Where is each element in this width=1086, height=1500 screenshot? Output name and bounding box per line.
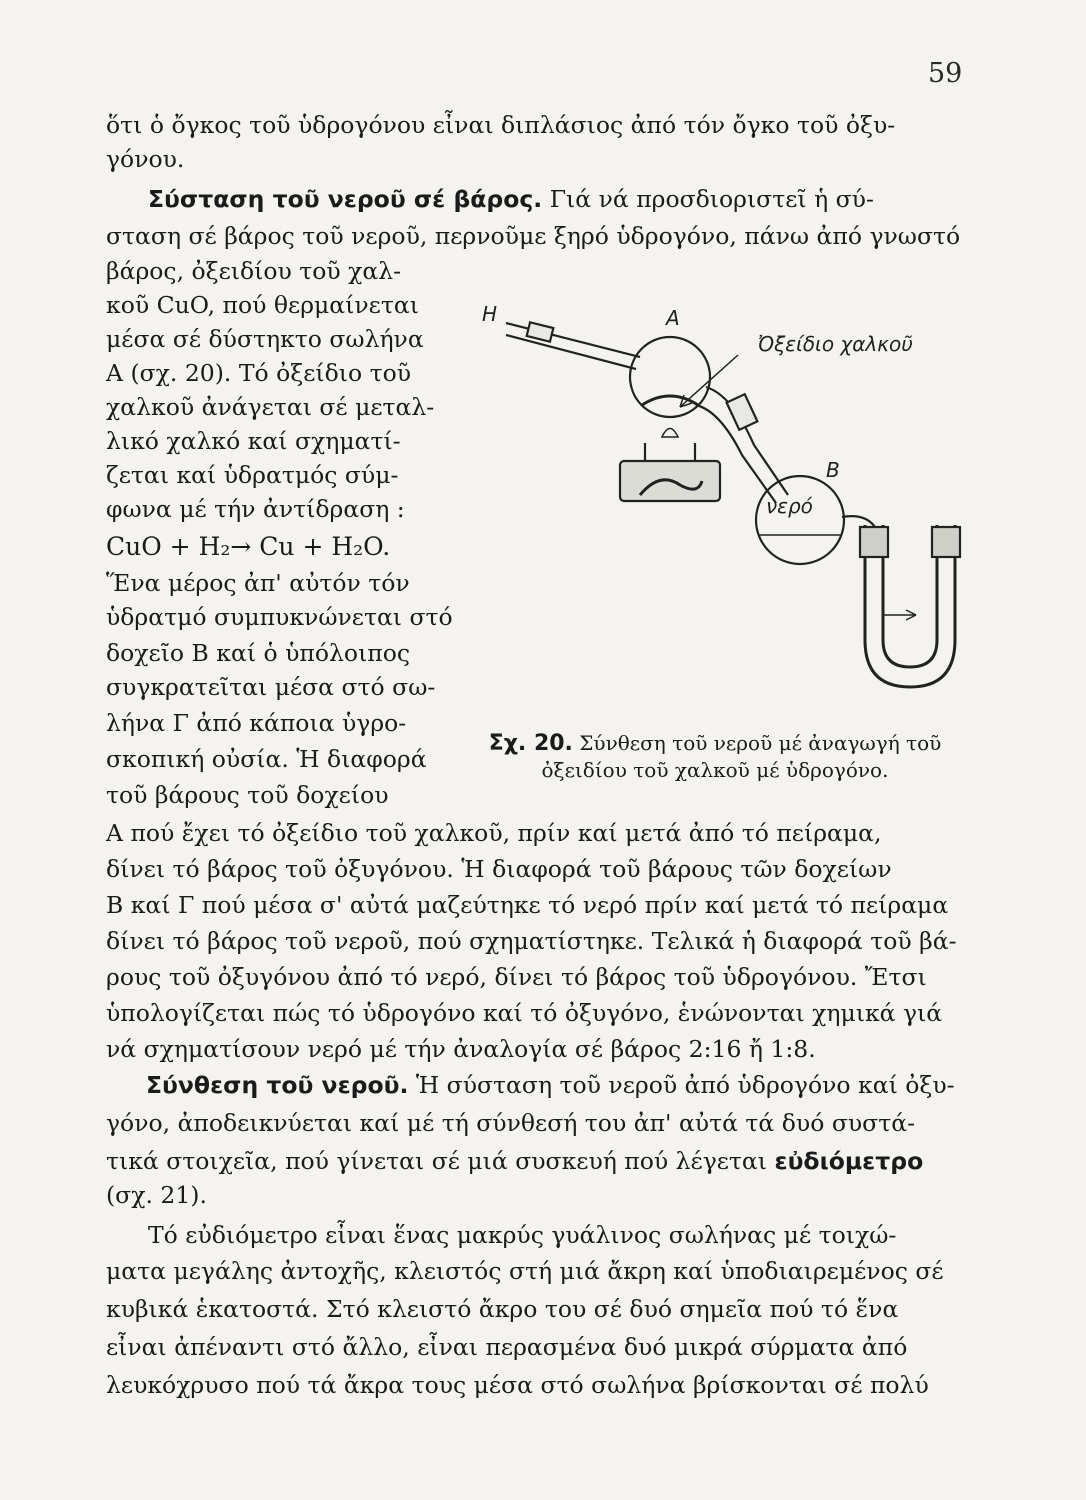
text-line: Α πού ἔχει τό ὀξείδιο τοῦ χαλκοῦ, πρίν καί μετά ἀπό τό πείραμα, [106, 819, 882, 847]
text-line: ματα μεγάλης ἀντοχῆς, κλειστός στή μιά ἄκρη καί ὑποδιαιρεμένος σέ [106, 1257, 944, 1285]
text-line: σκοπική οὐσία. Ἡ διαφορά [106, 745, 427, 773]
text-line: γόνου. [106, 145, 185, 173]
text-line [106, 1144, 923, 1178]
text-line: σταση σέ βάρος τοῦ νεροῦ, περνοῦμε ξηρό ὑδρογόνο, πάνω ἀπό γνωστό [106, 222, 961, 250]
figure-caption [470, 730, 960, 784]
caption-text-1: Σύνθεση τοῦ νεροῦ μέ ἀναγωγή τοῦ [579, 731, 942, 755]
text-line: Α (σχ. 20). Τό ὀξείδιο τοῦ [106, 359, 412, 387]
page-number: 59 [928, 58, 963, 89]
section-title-composition: Σύσταση τοῦ νεροῦ σέ βάρος. [148, 185, 543, 213]
section-title-synthesis: Σύνθεση τοῦ νεροῦ. [146, 1071, 409, 1099]
text-fragment: Ἡ σύσταση τοῦ νεροῦ ἀπό ὑδρογόνο καί ὀξυ- [408, 1071, 955, 1099]
text-line: κοῦ CuO, πού θερμαίνεται [106, 291, 419, 319]
text-line: κυβικά ἑκατοστά. Στό κλειστό ἄκρο του σέ δυό σημεῖα πού τό ἕνα [106, 1295, 899, 1323]
label-water: νερό [766, 494, 813, 518]
text-line: δίνει τό βάρος τοῦ νεροῦ, πού σχηματίστηκε. Τελικά ἡ διαφορά τοῦ βά- [106, 927, 957, 955]
text-line: χαλκοῦ ἀνάγεται σέ μεταλ- [106, 393, 435, 421]
section-heading-line [148, 182, 874, 216]
label-hydrogen: H [482, 302, 498, 326]
text-line: (σχ. 21). [106, 1181, 207, 1209]
text-line: ζεται καί ὑδρατμός σύμ- [106, 461, 399, 489]
text-line: λήνα Γ ἀπό κάποια ὑγρο- [106, 709, 407, 737]
caption-number: Σχ. 20. [488, 731, 573, 756]
text-line: λευκόχρυσο πού τά ἄκρα τους μέσα στό σωλήνα βρίσκονται σέ πολύ [106, 1371, 929, 1399]
text-line: γόνο, ἀποδεικνύεται καί μέ τή σύνθεσή του ἀπ' αὐτά τά δυό συστά- [106, 1109, 916, 1137]
caption-text-2: ὀξειδίου τοῦ χαλκοῦ μέ ὑδρογόνο. [541, 758, 889, 782]
equation-line: CuO + H₂→ Cu + H₂O. [106, 532, 391, 561]
section-heading-line [146, 1068, 955, 1102]
text-line: δοχεῖο Β καί ὁ ὑπόλοιπος [106, 639, 411, 667]
text-line: ὅτι ὁ ὄγκος τοῦ ὑδρογόνου εἶναι διπλάσιος ἀπό τόν ὄγκο τοῦ ὀξυ- [106, 111, 896, 139]
text-line: τοῦ βάρους τοῦ δοχείου [106, 781, 389, 809]
text-line: μέσα σέ δύστηκτο σωλήνα [106, 325, 424, 353]
text-line: ὑδρατμό συμπυκνώνεται στό [106, 603, 453, 631]
text-line: φωνα μέ τήν ἀντίδραση : [106, 495, 405, 523]
text-line: βάρος, ὀξειδίου τοῦ χαλ- [106, 257, 402, 285]
text-fragment: τικά στοιχεῖα, πού γίνεται σέ μιά συσκευή πού λέγεται [106, 1147, 775, 1175]
label-copper-oxide: Ὀξείδιο χαλκοῦ [758, 332, 913, 356]
text-line: ρους τοῦ ὀξυγόνου ἀπό τό νερό, δίνει τό βάρος τοῦ ὑδρογόνου. Ἔτσι [106, 963, 927, 991]
text-line: Ἕνα μέρος ἀπ' αὐτόν τόν [106, 569, 410, 597]
text-line: Β καί Γ πού μέσα σ' αὐτά μαζεύτηκε τό νερό πρίν καί μετά τό πείραμα [106, 891, 949, 919]
label-vessel-b: B [826, 458, 840, 482]
text-line: δίνει τό βάρος τοῦ ὀξυγόνου. Ἡ διαφορά τοῦ βάρους τῶν δοχείων [106, 855, 892, 883]
term-eudiometer: εὐδιόμετρο [774, 1147, 924, 1175]
apparatus-diagram [470, 295, 965, 715]
text-line: συγκρατεῖται μέσα στό σω- [106, 673, 436, 701]
caption-line-1 [470, 730, 960, 757]
text-line: ὑπολογίζεται πώς τό ὑδρογόνο καί τό ὀξυγόνο, ἑνώνονται χημικά γιά [106, 999, 943, 1027]
text-line: εἶναι ἀπέναντι στό ἄλλο, εἶναι περασμένα δυό μικρά σύρματα ἀπό [106, 1333, 908, 1361]
text-fragment: Γιά νά προσδιοριστεῖ ἡ σύ- [542, 185, 874, 213]
text-line: λικό χαλκό καί σχηματί- [106, 427, 401, 455]
label-vessel-a: A [666, 306, 680, 330]
text-line: νά σχηματίσουν νερό μέ τήν ἀναλογία σέ βάρος 2:16 ἤ 1:8. [106, 1035, 816, 1063]
text-line: Τό εὐδιόμετρο εἶναι ἕνας μακρύς γυάλινος σωλήνας μέ τοιχώ- [148, 1221, 897, 1249]
